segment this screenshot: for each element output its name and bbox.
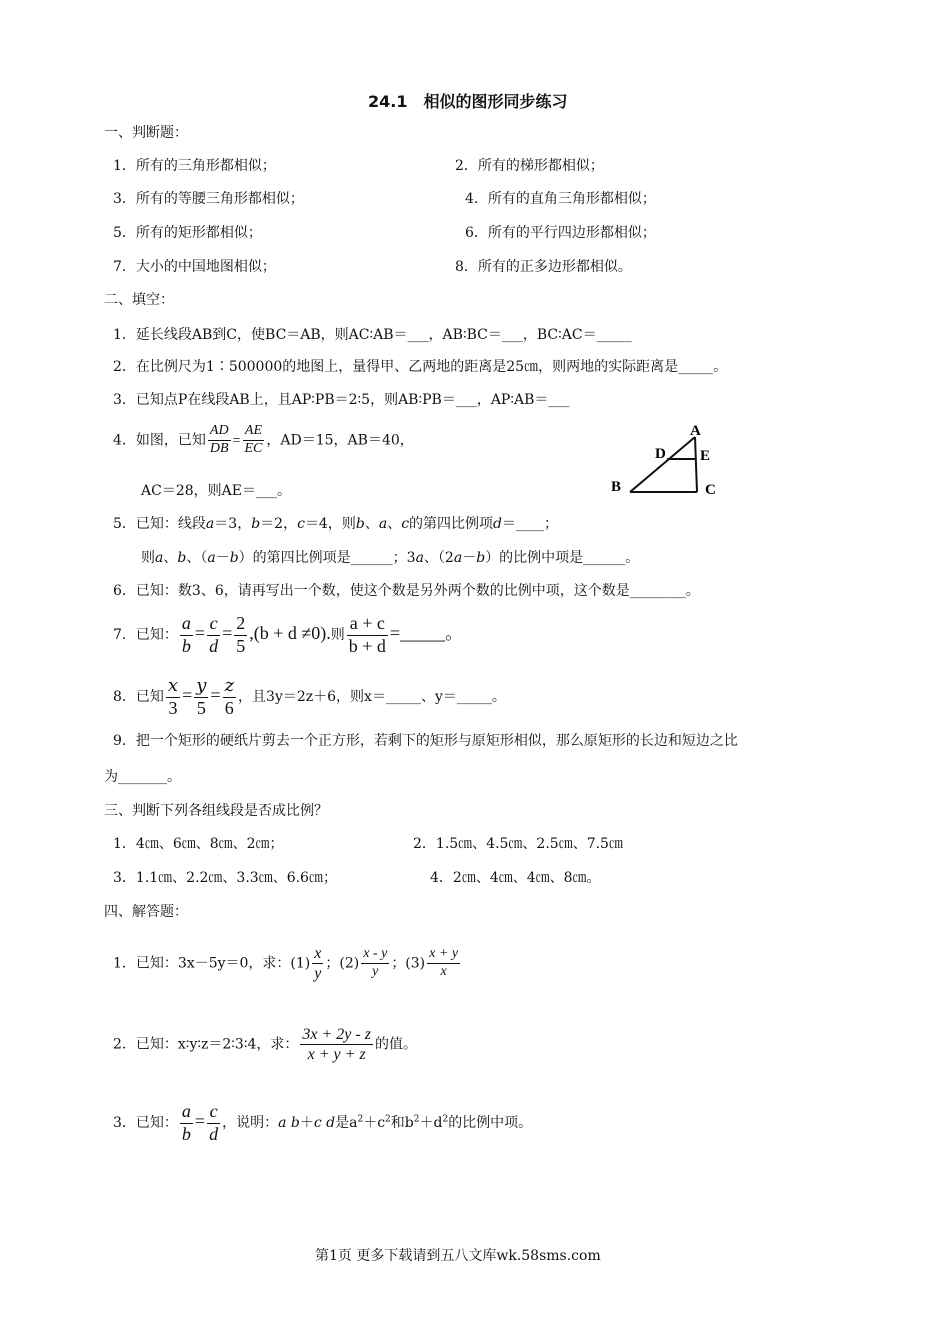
fill-question-5-line1: 5．已知：线段a＝3，b＝2，c＝4，则b、a、c的第四比例项d＝____； (113, 516, 558, 532)
fill-question-8: 8．已知 $\frac{x}{3}$ = $\frac{y}{5}$ = $\frac{z}{6}$ ，且3y＝2z＋6，则x＝_____、y＝_____。 (113, 675, 506, 718)
proportion-item: 3．1.1㎝、2.2㎝、3.3㎝、6.6㎝； (113, 870, 337, 886)
judgment-item: 5．所有的矩形都相似； (113, 225, 262, 241)
fill-question-4: 4．如图，已知 $\frac{AD}{DB}$ = $\frac{AE}{EC}$ ，AD＝15，AB＝40， (113, 423, 414, 456)
fraction-ad-db: $\frac{AD}{DB}$ (209, 423, 229, 456)
section-heading-proportion: 三、判断下列各组线段是否成比例？ (104, 803, 328, 819)
fill-question-4-line2: AC＝28，则AE＝___。 (141, 483, 291, 499)
proportion-item: 1．4㎝、6㎝、8㎝、2㎝； (113, 836, 284, 852)
label-c: C (705, 482, 716, 498)
label-b: B (611, 479, 622, 495)
page-footer: 第1页 更多下载请到五八文库wk.58sms.com (315, 1248, 601, 1264)
fill-question-3: 3．已知点P在线段AB上，且AP∶PB＝2∶5，则AB∶PB＝___，AP∶AB＝___ (113, 392, 570, 408)
judgment-item: 2．所有的梯形都相似； (455, 158, 604, 174)
judgment-item: 6．所有的平行四边形都相似； (465, 225, 656, 241)
fill-question-7: 7．已知： $\frac{a}{b}$ = $\frac{c}{d}$ = $\frac{2}{5}$ ,(b + d ≠0).则 $\frac{a + c}{b + d}$ =_____。 (113, 613, 464, 656)
label-a: A (690, 423, 701, 439)
fill-question-1: 1．延长线段AB到C，使BC＝AB，则AC∶AB＝___，AB∶BC＝___，BC∶AC＝_____ (113, 327, 632, 343)
fraction-x-3: $\frac{x}{3}$ (167, 675, 179, 718)
judgment-item: 1．所有的三角形都相似； (113, 158, 276, 174)
fraction-expression: $\frac{3x + 2y - z}{x + y + z}$ (302, 1026, 371, 1064)
label-d: D (655, 446, 666, 462)
fraction-a-b-2: $\frac{a}{b}$ (181, 1101, 191, 1144)
section-heading-judgment: 一、判断题： (104, 125, 188, 141)
fill-question-2: 2．在比例尺为1∶500000的地图上，量得甲、乙两地的距离是25㎝，则两地的实际距离是_____。 (113, 359, 728, 375)
judgment-item: 4．所有的直角三角形都相似； (465, 191, 656, 207)
fraction-2-5: $\frac{2}{5}$ (236, 613, 246, 656)
fraction-c-d-2: $\frac{c}{d}$ (209, 1101, 219, 1144)
judgment-item: 8．所有的正多边形都相似。 (455, 259, 632, 275)
label-e: E (700, 448, 711, 464)
fraction-y-5: $\frac{y}{5}$ (196, 675, 207, 718)
fraction-sum: $\frac{a + c}{b + d}$ (348, 613, 386, 656)
fraction-a-b: $\frac{a}{b}$ (181, 613, 191, 656)
solve-question-2: 2．已知：x∶y∶z＝2∶3∶4，求： $\frac{3x + 2y - z}{x + y + z}$ 的值。 (113, 1026, 417, 1064)
judgment-item: 7．大小的中国地图相似； (113, 259, 276, 275)
section-heading-fill-blank: 二、填空： (104, 292, 174, 308)
fraction-ae-ec: $\frac{AE}{EC}$ (244, 423, 263, 456)
fill-question-6: 6．已知：数3、6，请再写出一个数，使这个数是另外两个数的比例中项，这个数是________。 (113, 583, 700, 599)
solve-question-3: 3．已知： $\frac{a}{b}$ = $\frac{c}{d}$ ，说明：a b＋c d是$a^2+c^2$和$b^2+d^2$的比例中项。 (113, 1101, 533, 1144)
fill-question-9-line2: 为_______。 (104, 769, 181, 785)
section-heading-solve: 四、解答题： (104, 904, 188, 920)
fill-question-5-line2: 则a、b、（a－b）的第四比例项是______；3a、（2a－b）的比例中项是______。 (141, 550, 640, 566)
side-ac (695, 437, 697, 492)
fraction-z-6: $\frac{z}{6}$ (224, 675, 235, 718)
fraction-c-d: $\frac{c}{d}$ (209, 613, 219, 656)
solve-question-1: 1．已知：3x－5y＝0，求：(1) $\frac{x}{y}$ ；(2) $\frac{x - y}{y}$ ；(3) $\frac{x + y}{x}$ (113, 945, 459, 983)
fraction-xpy-x: $\frac{x + y}{x}$ (429, 946, 459, 980)
proportion-item: 2．1.5㎝、4.5㎝、2.5㎝、7.5㎝ (413, 836, 623, 852)
page-title: 24.1 相似的图形同步练习 (368, 92, 568, 111)
fraction-xmy-y: $\frac{x - y}{y}$ (363, 946, 388, 980)
proportion-item: 4．2㎝、4㎝、4㎝、8㎝。 (430, 870, 601, 886)
fraction-x-y: $\frac{x}{y}$ (314, 945, 322, 983)
triangle-diagram (605, 420, 735, 505)
fill-question-9: 9．把一个矩形的硬纸片剪去一个正方形，若剩下的矩形与原矩形相似，那么原矩形的长边和短边之比 (113, 733, 738, 749)
judgment-item: 3．所有的等腰三角形都相似； (113, 191, 304, 207)
